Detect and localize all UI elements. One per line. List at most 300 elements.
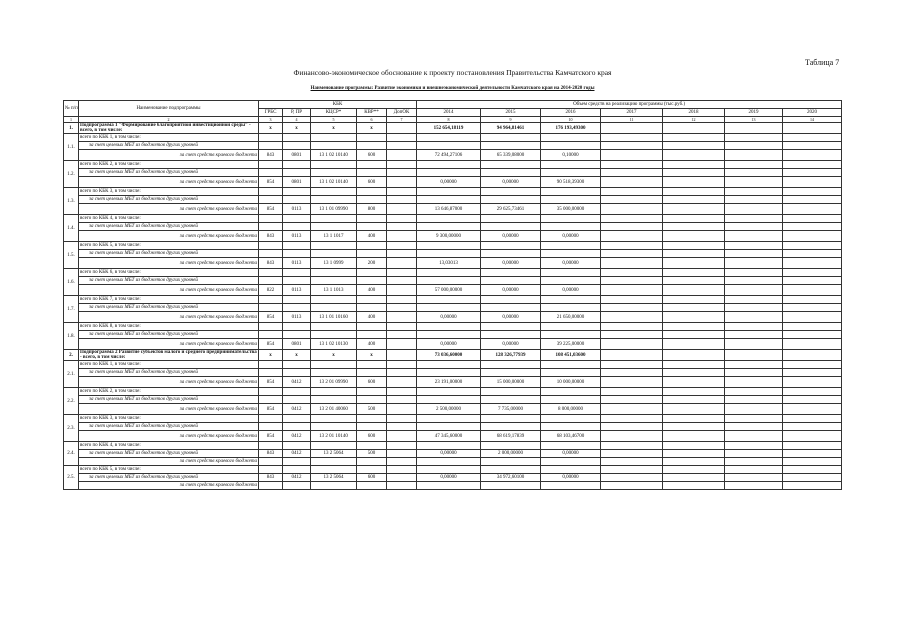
empty-cell [311,242,357,250]
kbk-total-row [64,442,842,450]
empty-cell [357,134,387,142]
empty-cell [311,442,357,450]
empty-cell [283,458,311,466]
value-empty [601,377,663,388]
value-2014: 0,00000 [417,177,481,188]
empty-cell [601,331,663,339]
empty-cell [417,169,481,177]
empty-cell [663,277,725,285]
empty-cell [725,482,783,490]
rpr-cell: 0801 [283,339,311,350]
grbs-cell: 854 [259,312,283,323]
empty-cell [417,304,481,312]
empty-cell [283,482,311,490]
kvr-cell: 500 [357,450,387,458]
empty-cell [783,142,842,150]
value-empty [663,177,725,188]
regional-budget-label: за счет средств краевого бюджета [79,431,259,442]
regional-budget-row [64,404,842,415]
row-number: 1.5. [64,242,79,269]
grbs-cell: 843 [259,150,283,161]
regional-budget-row [64,312,842,323]
empty-cell [783,323,842,331]
value-empty [601,474,663,482]
mbt-row [64,169,842,177]
value-empty [725,350,783,361]
empty-cell [601,277,663,285]
kcsr-cell: 13 2 01 40060 [311,404,357,415]
empty-cell [387,369,417,377]
kbk-total-label: всего по КБК 4, в том числе: [79,442,259,450]
empty-cell [601,142,663,150]
empty-cell [601,482,663,490]
empty-cell [783,134,842,142]
value-2015: 0,00000 [481,312,541,323]
empty-cell [283,242,311,250]
value-empty [601,177,663,188]
empty-cell [283,415,311,423]
value-2014: 0,00000 [417,312,481,323]
empty-cell [357,482,387,490]
kbk-total-label: всего по КБК 8, в том числе: [79,323,259,331]
kcsr-cell: 13 1 02 10140 [311,177,357,188]
grbs-cell: 854 [259,204,283,215]
mbt-label: за счет целевых МБТ из бюджетов других уровней [79,396,259,404]
empty-cell [417,161,481,169]
empty-cell [541,323,601,331]
empty-cell [311,269,357,277]
rpr-cell: 0412 [283,377,311,388]
header-rpr: Р, ПР [283,109,311,117]
grbs-cell: х [259,123,283,134]
empty-cell [725,250,783,258]
kcsr-cell: 13 2 5064 [311,450,357,458]
empty-cell [387,304,417,312]
empty-cell [481,458,541,466]
empty-cell [259,458,283,466]
dopok-cell [387,204,417,215]
empty-cell [601,442,663,450]
empty-cell [783,331,842,339]
empty-cell [481,169,541,177]
value-empty [725,339,783,350]
empty-cell [357,296,387,304]
empty-cell [783,466,842,474]
empty-cell [259,161,283,169]
empty-cell [387,296,417,304]
value-2016: 0,00000 [541,450,601,458]
empty-cell [357,223,387,231]
empty-cell [311,423,357,431]
empty-cell [725,415,783,423]
value-empty [783,474,842,482]
empty-cell [541,296,601,304]
value-empty [725,474,783,482]
empty-cell [357,388,387,396]
regional-budget-label: за счет средств краевого бюджета [79,258,259,269]
kvr-cell: 600 [357,177,387,188]
value-2015: 0,00000 [481,258,541,269]
value-2015: 0,00000 [481,231,541,242]
empty-cell [417,269,481,277]
dopok-cell [387,450,417,458]
empty-cell [541,161,601,169]
empty-cell [387,161,417,169]
empty-cell [541,215,601,223]
empty-cell [283,396,311,404]
empty-cell [663,466,725,474]
empty-cell [663,482,725,490]
dopok-cell [387,431,417,442]
financial-table [63,100,842,490]
subprogram-row [64,123,842,134]
empty-cell [541,415,601,423]
empty-cell [357,169,387,177]
empty-cell [283,442,311,450]
empty-cell [311,142,357,150]
empty-cell [259,196,283,204]
kbk-total-row [64,323,842,331]
regional-budget-label: за счет средств краевого бюджета [79,285,259,296]
value-2016: 90 518,39300 [541,177,601,188]
empty-cell [283,269,311,277]
kvr-cell: 600 [357,474,387,482]
empty-cell [417,415,481,423]
value-empty [783,204,842,215]
empty-cell [725,458,783,466]
empty-cell [783,304,842,312]
empty-cell [725,331,783,339]
empty-cell [283,223,311,231]
col-index: 13 [725,117,783,123]
empty-cell [357,304,387,312]
kcsr-cell: х [311,123,357,134]
kbk-total-row [64,296,842,304]
regional-budget-row [64,150,842,161]
empty-cell [541,223,601,231]
value-empty [783,285,842,296]
empty-cell [481,361,541,369]
rpr-cell: 0113 [283,204,311,215]
empty-cell [663,188,725,196]
dopok-cell [387,474,417,482]
row-number: 2.1. [64,361,79,388]
empty-cell [601,388,663,396]
regional-budget-label: за счет средств краевого бюджета [79,377,259,388]
regional-budget-row [64,482,842,490]
value-2014: 57 000,00000 [417,285,481,296]
value-empty [601,123,663,134]
rpr-cell: 0412 [283,474,311,482]
empty-cell [387,134,417,142]
value-empty [783,123,842,134]
empty-cell [259,466,283,474]
empty-cell [417,215,481,223]
kcsr-cell: 13 1 1013 [311,285,357,296]
value-empty [783,177,842,188]
empty-cell [357,323,387,331]
mbt-label: за счет целевых МБТ из бюджетов других уровней [79,423,259,431]
value-empty [725,258,783,269]
empty-cell [283,277,311,285]
empty-cell [481,388,541,396]
empty-cell [311,388,357,396]
rpr-cell: 0801 [283,177,311,188]
empty-cell [783,161,842,169]
empty-cell [311,304,357,312]
empty-cell [601,458,663,466]
empty-cell [725,161,783,169]
rpr-cell: 0412 [283,431,311,442]
empty-cell [725,423,783,431]
empty-cell [417,482,481,490]
empty-cell [481,482,541,490]
row-number: 2.3. [64,415,79,442]
kvr-cell: 400 [357,285,387,296]
empty-cell [601,415,663,423]
empty-cell [481,396,541,404]
empty-cell [481,331,541,339]
empty-cell [283,369,311,377]
regional-budget-row [64,431,842,442]
header-year: 2020 [783,109,842,117]
empty-cell [417,196,481,204]
empty-cell [725,142,783,150]
kvr-cell: 600 [357,431,387,442]
empty-cell [311,161,357,169]
regional-budget-row [64,177,842,188]
empty-cell [541,442,601,450]
mbt-label: за счет целевых МБТ из бюджетов других уровней [79,369,259,377]
empty-cell [387,188,417,196]
empty-cell [417,331,481,339]
empty-cell [481,442,541,450]
empty-cell [417,442,481,450]
value-2014: 47 345,60000 [417,431,481,442]
value-empty [783,450,842,458]
value-empty [783,339,842,350]
empty-cell [357,331,387,339]
empty-cell [663,250,725,258]
empty-cell [663,415,725,423]
kcsr-cell: х [311,350,357,361]
mbt-label: за счет целевых МБТ из бюджетов других уровней [79,331,259,339]
dopok-cell [387,404,417,415]
empty-cell [541,269,601,277]
empty-cell [481,277,541,285]
kcsr-cell: 13 1 01 10160 [311,312,357,323]
empty-cell [311,331,357,339]
value-2016: 10 000,00000 [541,377,601,388]
empty-cell [663,396,725,404]
empty-cell [311,361,357,369]
kbk-total-label: всего по КБК 5, в том числе: [79,242,259,250]
header-kvr: КВР** [357,109,387,117]
kbk-total-row [64,134,842,142]
grbs-cell: х [259,350,283,361]
value-2016: 39 225,00000 [541,339,601,350]
regional-budget-label: за счет средств краевого бюджета [79,482,259,490]
mbt-row [64,250,842,258]
empty-cell [283,169,311,177]
empty-cell [601,196,663,204]
rpr-cell: 0801 [283,150,311,161]
row-number: 2.5. [64,466,79,490]
dopok-cell [387,150,417,161]
mbt-row [64,304,842,312]
mbt-label: за счет целевых МБТ из бюджетов других уровней [79,304,259,312]
empty-cell [259,250,283,258]
empty-cell [481,304,541,312]
regional-budget-label: за счет средств краевого бюджета [79,177,259,188]
empty-cell [663,242,725,250]
program-name: Наименование программы: Развитие экономики и внешнеэкономической деятельности Камчатского края на 2014-2020 годы [310,86,595,91]
empty-cell [541,142,601,150]
empty-cell [783,388,842,396]
value-empty [725,285,783,296]
col-index: 3 [259,117,283,123]
mbt-label: за счет целевых МБТ из бюджетов других уровней [79,223,259,231]
empty-cell [783,250,842,258]
value-2015: 128 326,77939 [481,350,541,361]
value-empty [601,312,663,323]
value-2016: 176 193,49300 [541,123,601,134]
empty-cell [601,188,663,196]
empty-cell [541,396,601,404]
empty-cell [357,188,387,196]
row-number: 2.2. [64,388,79,415]
value-empty [601,231,663,242]
value-empty [783,404,842,415]
value-empty [725,312,783,323]
value-empty [663,204,725,215]
empty-cell [541,369,601,377]
empty-cell [725,134,783,142]
grbs-cell: 843 [259,231,283,242]
empty-cell [357,423,387,431]
empty-cell [357,250,387,258]
empty-cell [481,134,541,142]
empty-cell [259,296,283,304]
empty-cell [259,142,283,150]
mbt-row [64,396,842,404]
value-empty [783,231,842,242]
value-empty [783,431,842,442]
empty-cell [311,188,357,196]
grbs-cell: 822 [259,285,283,296]
kbk-total-row [64,466,842,474]
row-number: 1.4. [64,215,79,242]
mbt-row [64,474,842,482]
header-num: № п/п [64,101,79,117]
empty-cell [283,361,311,369]
kcsr-cell: 13 2 5064 [311,474,357,482]
dopok-cell [387,312,417,323]
empty-cell [417,296,481,304]
row-number: 1.2. [64,161,79,188]
kvr-cell: 400 [357,339,387,350]
empty-cell [725,369,783,377]
empty-cell [601,396,663,404]
value-empty [601,258,663,269]
rpr-cell: 0113 [283,258,311,269]
empty-cell [357,396,387,404]
empty-cell [311,482,357,490]
kbk-total-label: всего по КБК 5, в том числе: [79,466,259,474]
empty-cell [541,188,601,196]
empty-cell [259,369,283,377]
empty-cell [387,277,417,285]
value-2014: 23 191,00000 [417,377,481,388]
mbt-row [64,223,842,231]
empty-cell [283,304,311,312]
empty-cell [417,134,481,142]
value-empty [725,431,783,442]
value-empty [725,377,783,388]
empty-cell [387,361,417,369]
empty-cell [417,458,481,466]
empty-cell [387,223,417,231]
value-2016: 108 451,03600 [541,350,601,361]
value-2016: 8 000,00000 [541,404,601,415]
empty-cell [283,215,311,223]
empty-cell [481,196,541,204]
empty-cell [387,442,417,450]
col-index: 2 [79,117,259,123]
value-2015: 15 000,00000 [481,377,541,388]
value-2015: 0,00000 [481,177,541,188]
empty-cell [663,331,725,339]
empty-cell [259,242,283,250]
empty-cell [725,396,783,404]
empty-cell [541,134,601,142]
empty-cell [725,388,783,396]
subprogram-row [64,350,842,361]
empty-cell [311,323,357,331]
empty-cell [357,369,387,377]
empty-cell [311,250,357,258]
regional-budget-label: за счет средств краевого бюджета [79,231,259,242]
grbs-cell: 854 [259,339,283,350]
empty-cell [311,277,357,285]
value-empty [725,150,783,161]
empty-cell [663,142,725,150]
value-2015: 0,00000 [481,285,541,296]
empty-cell [387,415,417,423]
header-year: 2014 [417,109,481,117]
empty-cell [259,169,283,177]
empty-cell [417,466,481,474]
value-empty [601,204,663,215]
empty-cell [783,423,842,431]
empty-cell [601,215,663,223]
value-empty [601,150,663,161]
empty-cell [783,369,842,377]
rpr-cell: х [283,350,311,361]
mbt-row [64,277,842,285]
empty-cell [481,223,541,231]
dopok-cell [387,231,417,242]
empty-cell [357,442,387,450]
mbt-row [64,331,842,339]
value-empty [601,350,663,361]
empty-cell [387,196,417,204]
empty-cell [601,466,663,474]
header-year: 2015 [481,109,541,117]
mbt-row [64,423,842,431]
empty-cell [311,196,357,204]
value-empty [725,177,783,188]
